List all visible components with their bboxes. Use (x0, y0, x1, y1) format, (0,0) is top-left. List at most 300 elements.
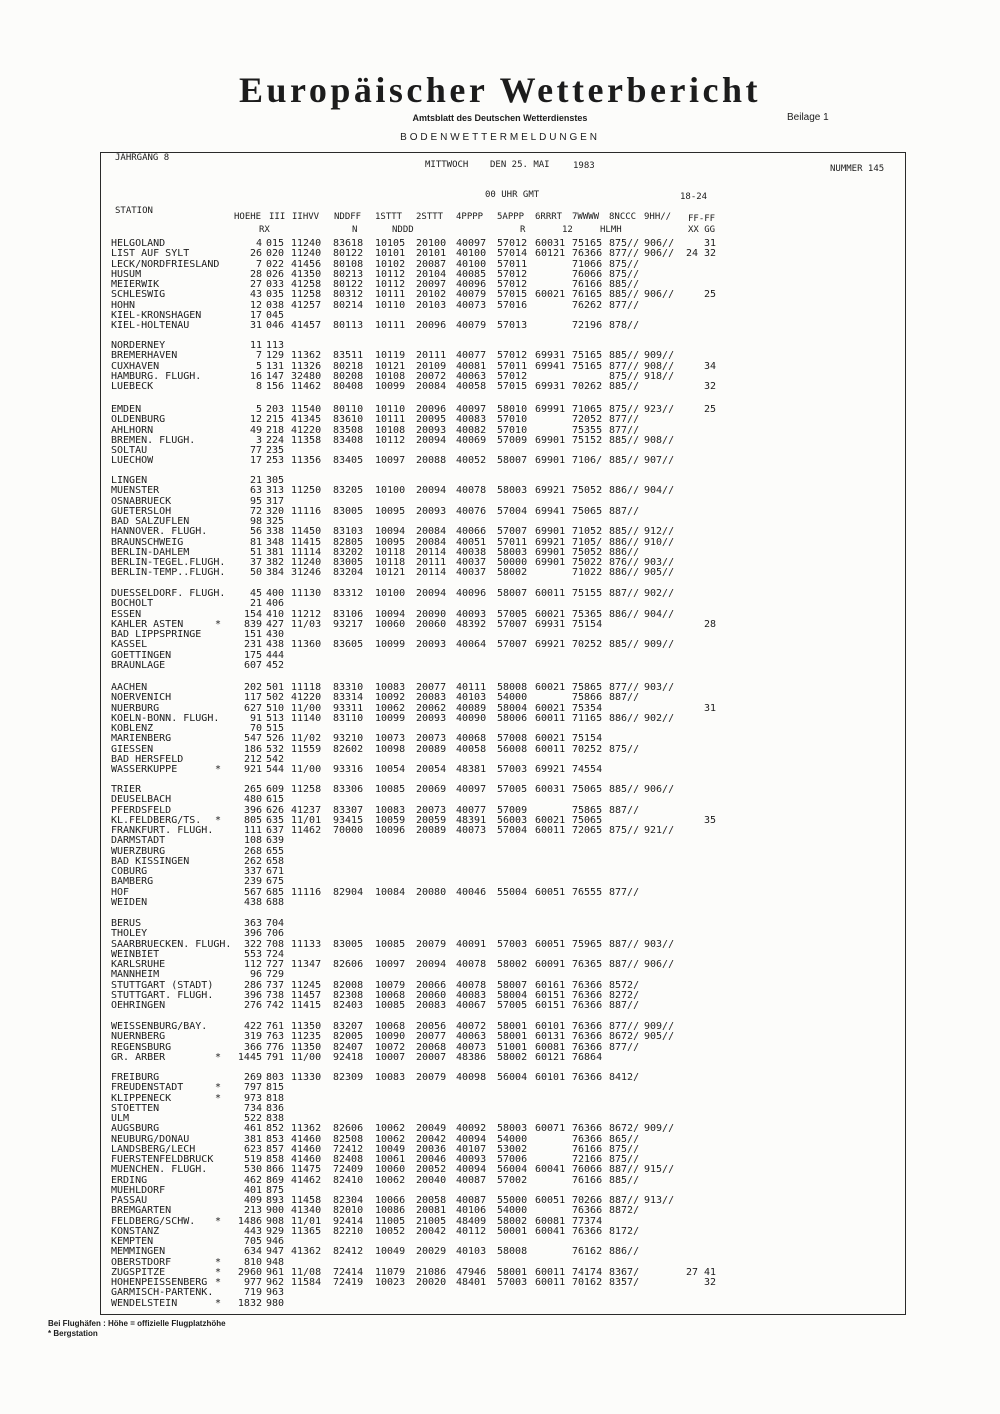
cell-iii: 685 (266, 886, 285, 898)
cell-iii: 526 (266, 733, 285, 745)
cell-iihvv: 11559 (291, 743, 322, 755)
cell-hoehe: 95 (249, 495, 262, 507)
cell-iii: 866 (266, 1164, 285, 1176)
cell-4pppp: 40066 (456, 526, 487, 538)
station-name: MUEHLDORF (111, 1184, 166, 1196)
cell-2sttt: 20104 (416, 268, 447, 280)
cell-nddff: 83205 (333, 485, 364, 497)
cell-4pppp: 40087 (456, 1174, 487, 1186)
cell-iii: 384 (266, 567, 285, 579)
station-row (0, 1298, 1000, 1309)
cell-4pppp: 40068 (456, 733, 487, 745)
cell-nddff: 72409 (333, 1164, 364, 1176)
cell-2sttt: 20079 (416, 938, 447, 950)
cell-nddff: 80214 (333, 299, 364, 311)
cell-7wwww: 75865 (572, 682, 603, 693)
cell-iihvv: 11240 (291, 238, 322, 249)
station-name: STUTTGART (STADT) (111, 979, 214, 991)
cell-hoehe: 627 (243, 702, 262, 714)
cell-6rrrt: 60021 (535, 608, 566, 620)
station-name: GUETERSLOH (111, 505, 172, 517)
cell-4pppp: 40097 (456, 238, 487, 249)
cell-5appp: 53002 (497, 1143, 528, 1155)
cell-iihvv: 11133 (291, 938, 322, 950)
cell-7wwww: 76365 (572, 959, 603, 970)
cell-hoehe: 202 (243, 682, 262, 693)
cell-hoehe: 480 (243, 794, 262, 806)
cell-7wwww: 72065 (572, 825, 603, 836)
cell-7wwww: 75154 (572, 733, 603, 745)
cell-4pppp: 48392 (456, 618, 487, 630)
station-name: BERLIN-TEMP..FLUGH. (111, 567, 226, 579)
cell-iii: 791 (266, 1051, 285, 1063)
station-name: OEHRINGEN (111, 1000, 166, 1011)
cell-hoehe: 265 (243, 784, 262, 795)
cell-nddff: 82508 (333, 1133, 364, 1145)
cell-9hh: 903// (644, 938, 675, 950)
cell-hoehe: 239 (243, 876, 262, 888)
cell-8nccc: 875// (609, 1143, 640, 1155)
station-row (0, 320, 1000, 331)
station-name: OLDENBURG (111, 414, 166, 426)
station-name: KONSTANZ (111, 1225, 160, 1237)
cell-1sttt: 10118 (375, 546, 406, 558)
station-name: LIST AUF SYLT (111, 248, 190, 260)
cell-2sttt: 20060 (416, 989, 447, 1001)
cell-iii: 609 (266, 784, 285, 795)
station-name: FRANKFURT. FLUGH. (111, 825, 214, 836)
cell-6rrrt: 69931 (535, 618, 566, 630)
cell-6rrrt: 60121 (535, 248, 566, 260)
cell-nddff: 83314 (333, 692, 364, 704)
cell-nddff: 80113 (333, 320, 364, 331)
cell-iihvv: 41460 (291, 1133, 322, 1145)
cell-iii: 947 (266, 1246, 285, 1258)
cell-8nccc: 885// (609, 1174, 640, 1186)
cell-5appp: 57004 (497, 505, 528, 517)
station-name: REGENSBURG (111, 1041, 172, 1053)
station-name: FREIBURG (111, 1072, 160, 1083)
cell-1sttt: 10092 (375, 692, 406, 704)
cell-5appp: 57006 (497, 1154, 528, 1165)
cell-8nccc: 885// (609, 784, 640, 795)
cell-1sttt: 10094 (375, 608, 406, 620)
cell-7wwww: 76864 (572, 1051, 603, 1063)
cell-gg: 31 (704, 238, 717, 249)
cell-iihvv: 11250 (291, 485, 322, 497)
cell-hoehe: 49 (249, 424, 262, 436)
station-name: SOLTAU (111, 445, 148, 456)
cell-1sttt: 10060 (375, 1164, 406, 1176)
cell-2sttt: 20073 (416, 804, 447, 816)
cell-7wwww: 71165 (572, 712, 603, 724)
cell-7wwww: 71065 (572, 404, 603, 415)
cell-hoehe: 401 (243, 1184, 262, 1196)
cell-nddff: 80110 (333, 404, 364, 415)
cell-iii: 305 (266, 475, 285, 486)
station-row (0, 1000, 1000, 1011)
cell-iihvv: 11258 (291, 289, 322, 301)
cell-hoehe: 734 (243, 1102, 262, 1114)
cell-1sttt: 10111 (375, 414, 406, 426)
station-name: LUECHOW (111, 455, 154, 467)
cell-nddff: 72412 (333, 1143, 364, 1155)
cell-4pppp: 40073 (456, 1041, 487, 1053)
cell-6rrrt: 69931 (535, 350, 566, 362)
cell-7wwww: 74554 (572, 764, 603, 775)
cell-iii: 501 (266, 682, 285, 693)
cell-1sttt: 10111 (375, 289, 406, 301)
cell-nddff: 82308 (333, 989, 364, 1001)
mountain-station-mark: * (215, 1256, 222, 1268)
station-name: HELGOLAND (111, 238, 166, 249)
cell-5appp: 54000 (497, 692, 528, 704)
cell-4pppp: 40063 (456, 1031, 487, 1043)
cell-5appp: 57009 (497, 434, 528, 446)
cell-iii: 045 (266, 309, 285, 321)
cell-1sttt: 10049 (375, 1143, 406, 1155)
cell-hoehe: 268 (243, 845, 262, 857)
cell-gg: 32 (704, 381, 717, 392)
cell-iihvv: 11350 (291, 1021, 322, 1032)
cell-2sttt: 20040 (416, 1174, 447, 1186)
cell-4pppp: 40085 (456, 268, 487, 280)
cell-iii: 325 (266, 516, 285, 527)
cell-iii: 438 (266, 639, 285, 651)
cell-1sttt: 10059 (375, 814, 406, 826)
cell-iii: 671 (266, 866, 285, 877)
cell-4pppp: 40097 (456, 784, 487, 795)
cell-iihvv: 11362 (291, 350, 322, 362)
cell-2sttt: 20077 (416, 1031, 447, 1043)
subheader-n: N (352, 225, 358, 235)
cell-1sttt: 10099 (375, 712, 406, 724)
cell-2sttt: 20059 (416, 814, 447, 826)
cell-9hh: 909// (644, 1021, 675, 1032)
cell-hoehe: 16 (249, 370, 262, 382)
cell-iii: 675 (266, 876, 285, 888)
station-name: STUTTGART. FLUGH. (111, 989, 214, 1001)
cell-iii: 382 (266, 557, 285, 568)
cell-5appp: 58004 (497, 702, 528, 714)
cell-hoehe: 262 (243, 855, 262, 867)
cell-8nccc: 885// (609, 455, 640, 467)
cell-nddff: 82010 (333, 1205, 364, 1217)
cell-nddff: 83204 (333, 567, 364, 579)
cell-2sttt: 20068 (416, 1041, 447, 1053)
issue-number: NUMMER 145 (830, 164, 885, 174)
cell-hoehe: 43 (249, 289, 262, 301)
cell-4pppp: 40063 (456, 370, 487, 382)
cell-4pppp: 40090 (456, 712, 487, 724)
cell-hoehe: 2960 (237, 1266, 262, 1278)
cell-9hh: 906// (644, 248, 675, 260)
cell-1sttt: 10052 (375, 1225, 406, 1237)
cell-8nccc: 885// (609, 434, 640, 446)
station-name: KAHLER ASTEN (111, 618, 184, 630)
cell-iii: 317 (266, 495, 285, 507)
section-title: BODENWETTERMELDUNGEN (400, 132, 600, 143)
station-name: STOETTEN (111, 1102, 160, 1114)
cell-9hh: 918// (644, 370, 675, 382)
cell-4pppp: 40093 (456, 608, 487, 620)
cell-gg: 28 (704, 618, 717, 630)
cell-iihvv: 41258 (291, 279, 322, 290)
cell-7wwww: 75165 (572, 350, 603, 362)
cell-8nccc: 887// (609, 588, 640, 599)
station-name: BAMBERG (111, 876, 154, 888)
cell-1sttt: 10095 (375, 536, 406, 548)
cell-iihvv: 41462 (291, 1174, 322, 1186)
cell-nddff: 83005 (333, 938, 364, 950)
cell-hoehe: 719 (243, 1287, 262, 1299)
station-name: BERLIN-TEGEL.FLUGH. (111, 557, 226, 568)
cell-1sttt: 10105 (375, 238, 406, 249)
cell-iii: 320 (266, 505, 285, 517)
cell-1sttt: 10062 (375, 702, 406, 714)
cell-iihvv: 11365 (291, 1225, 322, 1237)
cell-8nccc: 8172/ (609, 1225, 640, 1237)
cell-8nccc: 875// (609, 268, 640, 280)
cell-8nccc: 886// (609, 485, 640, 497)
cell-2sttt: 20049 (416, 1123, 447, 1135)
cell-5appp: 57015 (497, 289, 528, 301)
cell-2sttt: 20069 (416, 784, 447, 795)
cell-2sttt: 20102 (416, 289, 447, 301)
cell-8nccc: 887// (609, 938, 640, 950)
cell-gg: 34 (704, 360, 717, 372)
station-name: MANNHEIM (111, 969, 160, 981)
cell-7wwww: 76366 (572, 1000, 603, 1011)
cell-2sttt: 20054 (416, 764, 447, 775)
cell-9hh: 905// (644, 567, 675, 579)
col-header-1sttt: 1STTT (375, 212, 403, 222)
cell-9hh: 909// (644, 639, 675, 651)
cell-8nccc: 8272/ (609, 989, 640, 1001)
station-name: KOELN-BONN. FLUGH. (111, 712, 220, 724)
cell-6rrrt: 69991 (535, 404, 566, 415)
cell-nddff: 82410 (333, 1174, 364, 1186)
cell-gg: 25 (704, 289, 717, 301)
cell-7wwww: 75022 (572, 557, 603, 568)
cell-8nccc: 8672/ (609, 1031, 640, 1043)
cell-4pppp: 40078 (456, 979, 487, 991)
cell-9hh: 903// (644, 557, 675, 568)
subheader-hlmh: HLMH (600, 225, 622, 235)
cell-hoehe: 12 (249, 414, 262, 426)
cell-1sttt: 10066 (375, 1195, 406, 1206)
cell-hoehe: 7 (255, 258, 262, 270)
cell-1sttt: 10097 (375, 455, 406, 467)
station-name: HAMBURG. FLUGH. (111, 370, 202, 382)
cell-7wwww: 76366 (572, 1133, 603, 1145)
cell-5appp: 57005 (497, 608, 528, 620)
cell-4pppp: 40073 (456, 299, 487, 311)
cell-8nccc: 877// (609, 682, 640, 693)
cell-hoehe: 70 (249, 723, 262, 734)
cell-iii: 615 (266, 794, 285, 806)
cell-nddff: 72419 (333, 1277, 364, 1288)
cell-2sttt: 20080 (416, 886, 447, 898)
cell-5appp: 50000 (497, 557, 528, 568)
cell-1sttt: 10102 (375, 258, 406, 270)
cell-4pppp: 48401 (456, 1277, 487, 1288)
cell-hoehe: 175 (243, 649, 262, 661)
cell-2sttt: 20096 (416, 320, 447, 331)
cell-2sttt: 20095 (416, 414, 447, 426)
cell-4pppp: 40096 (456, 588, 487, 599)
station-name: WENDELSTEIN (111, 1297, 178, 1309)
cell-2sttt: 20101 (416, 248, 447, 260)
station-name: BAD HERSFELD (111, 753, 184, 765)
station-name: MUENCHEN. FLUGH. (111, 1164, 208, 1176)
col-header-nddff: NDDFF (334, 212, 362, 222)
cell-6rrrt: 69901 (535, 557, 566, 568)
cell-2sttt: 20029 (416, 1246, 447, 1258)
cell-iii: 215 (266, 414, 285, 426)
col-header-iihvv: IIHVV (292, 212, 320, 222)
cell-7wwww: 76366 (572, 979, 603, 991)
station-name: OBERSTDORF (111, 1256, 172, 1268)
station-name: BREMGARTEN (111, 1205, 172, 1217)
station-name: BOCHOLT (111, 598, 154, 610)
cell-8nccc: 885// (609, 381, 640, 392)
footer-note: Bei Flughäfen : Höhe = offizielle Flugplatzhöhe (48, 1319, 226, 1328)
cell-nddff: 83005 (333, 557, 364, 568)
cell-6rrrt: 60011 (535, 712, 566, 724)
cell-6rrrt: 69921 (535, 639, 566, 651)
cell-iihvv: 11130 (291, 588, 322, 599)
cell-iii: 131 (266, 360, 285, 372)
cell-7wwww: 75155 (572, 588, 603, 599)
station-name: ZUGSPITZE (111, 1266, 166, 1278)
cell-5appp: 57012 (497, 238, 528, 249)
cell-2sttt: 20090 (416, 608, 447, 620)
cell-2sttt: 20093 (416, 712, 447, 724)
cell-hoehe: 117 (243, 692, 262, 704)
cell-2sttt: 20083 (416, 1000, 447, 1011)
cell-7wwww: 76366 (572, 1205, 603, 1217)
cell-hoehe: 519 (243, 1154, 262, 1165)
cell-hoehe: 17 (249, 309, 262, 321)
cell-1sttt: 10068 (375, 1021, 406, 1032)
cell-2sttt: 20084 (416, 381, 447, 392)
cell-hoehe: 7 (255, 350, 262, 362)
cell-4pppp: 40103 (456, 1246, 487, 1258)
cell-hoehe: 276 (243, 1000, 262, 1011)
cell-2sttt: 20084 (416, 536, 447, 548)
cell-7wwww: 75152 (572, 434, 603, 446)
cell-hoehe: 381 (243, 1133, 262, 1145)
cell-iii: 639 (266, 835, 285, 847)
cell-hoehe: 319 (243, 1031, 262, 1043)
cell-iii: 113 (266, 340, 285, 351)
cell-ff-xx: 27 (686, 1266, 699, 1278)
cell-9hh: 903// (644, 682, 675, 693)
cell-8nccc: 886// (609, 608, 640, 620)
cell-iihvv: 11/02 (291, 733, 322, 745)
cell-gg: 32 (704, 1277, 717, 1288)
cell-7wwww: 70252 (572, 639, 603, 651)
station-name: FREUDENSTADT (111, 1082, 184, 1094)
cell-1sttt: 10094 (375, 526, 406, 538)
cell-hoehe: 409 (243, 1195, 262, 1206)
station-name: NORDERNEY (111, 340, 166, 351)
cell-2sttt: 20042 (416, 1133, 447, 1145)
cell-iihvv: 11235 (291, 1031, 322, 1043)
cell-nddff: 82408 (333, 1154, 364, 1165)
station-name: ERDING (111, 1174, 148, 1186)
station-name: MARIENBERG (111, 733, 172, 745)
cell-2sttt: 20097 (416, 279, 447, 290)
cell-iihvv: 41340 (291, 1205, 322, 1217)
cell-hoehe: 443 (243, 1225, 262, 1237)
cell-5appp: 55004 (497, 886, 528, 898)
cell-iihvv: 41237 (291, 804, 322, 816)
cell-6rrrt: 60081 (535, 1041, 566, 1053)
cell-iii: 763 (266, 1031, 285, 1043)
cell-1sttt: 10090 (375, 1031, 406, 1043)
cell-2sttt: 20089 (416, 825, 447, 836)
station-name: FELDBERG/SCHW. (111, 1215, 196, 1227)
cell-iii: 737 (266, 979, 285, 991)
cell-1sttt: 10119 (375, 350, 406, 362)
cell-hoehe: 366 (243, 1041, 262, 1053)
cell-2sttt: 20079 (416, 1072, 447, 1083)
cell-5appp: 57015 (497, 381, 528, 392)
cell-6rrrt: 60091 (535, 959, 566, 970)
cell-7wwww: 76165 (572, 289, 603, 301)
cell-9hh: 906// (644, 289, 675, 301)
cell-hoehe: 530 (243, 1164, 262, 1176)
cell-iii: 658 (266, 855, 285, 867)
cell-8nccc: 8572/ (609, 979, 640, 991)
cell-2sttt: 20020 (416, 1277, 447, 1288)
cell-iihvv: 11140 (291, 712, 322, 724)
cell-2sttt: 20007 (416, 1051, 447, 1063)
cell-7wwww: 76066 (572, 268, 603, 280)
cell-4pppp: 40038 (456, 546, 487, 558)
cell-hoehe: 553 (243, 948, 262, 960)
mountain-station-mark: * (215, 1215, 222, 1227)
cell-hoehe: 37 (249, 557, 262, 568)
cell-iii: 724 (266, 948, 285, 960)
cell-2sttt: 20103 (416, 299, 447, 311)
cell-6rrrt: 60161 (535, 979, 566, 991)
cell-6rrrt: 69901 (535, 455, 566, 467)
cell-4pppp: 40058 (456, 381, 487, 392)
cell-8nccc: 885// (609, 350, 640, 362)
cell-1sttt: 10100 (375, 588, 406, 599)
cell-9hh: 906// (644, 959, 675, 970)
cell-1sttt: 10112 (375, 434, 406, 446)
cell-iii: 635 (266, 814, 285, 826)
cell-7wwww: 75355 (572, 424, 603, 436)
cell-iii: 532 (266, 743, 285, 755)
cell-5appp: 58007 (497, 588, 528, 599)
cell-nddff: 80122 (333, 248, 364, 260)
cell-9hh: 915// (644, 1164, 675, 1176)
cell-6rrrt: 69941 (535, 360, 566, 372)
cell-8nccc: 887// (609, 959, 640, 970)
cell-9hh: 904// (644, 485, 675, 497)
cell-7wwww: 70266 (572, 1195, 603, 1206)
cell-nddff: 80122 (333, 279, 364, 290)
cell-1sttt: 10062 (375, 1133, 406, 1145)
cell-5appp: 58008 (497, 1246, 528, 1258)
cell-hoehe: 1445 (237, 1051, 262, 1063)
cell-iii: 963 (266, 1287, 285, 1299)
